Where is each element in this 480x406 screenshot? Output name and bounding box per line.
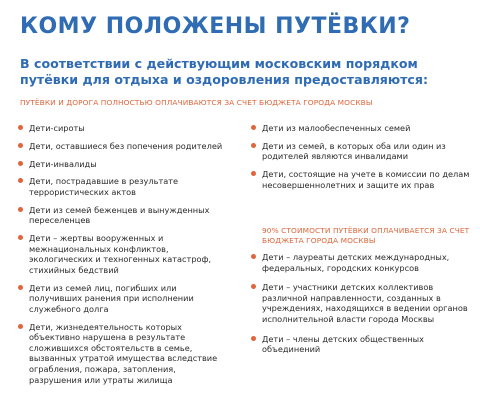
left-eligibility-list <box>17 123 227 392</box>
page-subtitle: В соответствии с действующим московским порядком путёвки для отдыха и оздоровления предоставляются: <box>20 56 429 87</box>
bullet-icon <box>18 235 23 240</box>
page-title: КОМУ ПОЛОЖЕНЫ ПУТЁВКИ? <box>20 14 411 39</box>
bullet-icon <box>18 143 23 148</box>
bullet-icon <box>18 207 23 212</box>
list-item: Дети-инвалиды <box>17 159 227 170</box>
list-item: Дети из семей беженцев и вынужденных переселенцев <box>17 205 227 226</box>
list-item: Дети – жертвы вооруженных и межнациональных конфликтов, экологических и техногенных катастроф, стихийных бедствий <box>17 233 227 275</box>
section-heading-partial-payment: 90% СТОИМОСТИ ПУТЁВКИ ОПЛАЧИВАЕТСЯ ЗА СЧЕТ БЮДЖЕТА ГОРОДА МОСКВЫ <box>262 226 470 245</box>
list-item: Дети – лауреаты детских международных, федеральных, городских конкурсов <box>250 252 472 273</box>
list-item: Дети из малообеспеченных семей <box>250 123 472 134</box>
bullet-icon <box>18 285 23 290</box>
list-item: Дети, жизнедеятельность которых объективно нарушена в результате сложившихся обстоятельств в семье, вызванных утратой имущества вследствие ограбления, пожара, затопления, разрушения или утраты жилища <box>17 322 227 386</box>
list-item: Дети, состоящие на учете в комиссии по делам несовершеннолетних и защите их прав <box>250 169 472 190</box>
bullet-icon <box>251 336 256 341</box>
partial-payment-list <box>250 252 472 364</box>
bullet-icon <box>18 178 23 183</box>
bullet-icon <box>251 284 256 289</box>
list-item: Дети-сироты <box>17 123 227 134</box>
bullet-icon <box>18 161 23 166</box>
bullet-icon <box>18 324 23 329</box>
list-item: Дети, пострадавшие в результате террористических актов <box>17 176 227 197</box>
bullet-icon <box>251 143 256 148</box>
bullet-icon <box>251 171 256 176</box>
bullet-icon <box>251 254 256 259</box>
list-item: Дети из семей лиц, погибших или получивших ранения при исполнении служебного долга <box>17 283 227 315</box>
list-item: Дети, оставшиеся без попечения родителей <box>17 141 227 152</box>
section-heading-full-payment: ПУТЁВКИ И ДОРОГА ПОЛНОСТЬЮ ОПЛАЧИВАЮТСЯ ЗА СЧЕТ БЮДЖЕТА ГОРОДА МОСКВЫ <box>20 98 373 107</box>
bullet-icon <box>18 125 23 130</box>
list-item: Дети – участники детских коллективов различной направленности, созданных в учреждениях, находящихся в ведении органов исполнительной власти города Москвы <box>250 282 472 324</box>
right-eligibility-list <box>250 123 472 198</box>
bullet-icon <box>251 125 256 130</box>
list-item: Дети из семей, в которых оба или один из родителей являются инвалидами <box>250 141 472 162</box>
list-item: Дети – члены детских общественных объединений <box>250 334 472 355</box>
